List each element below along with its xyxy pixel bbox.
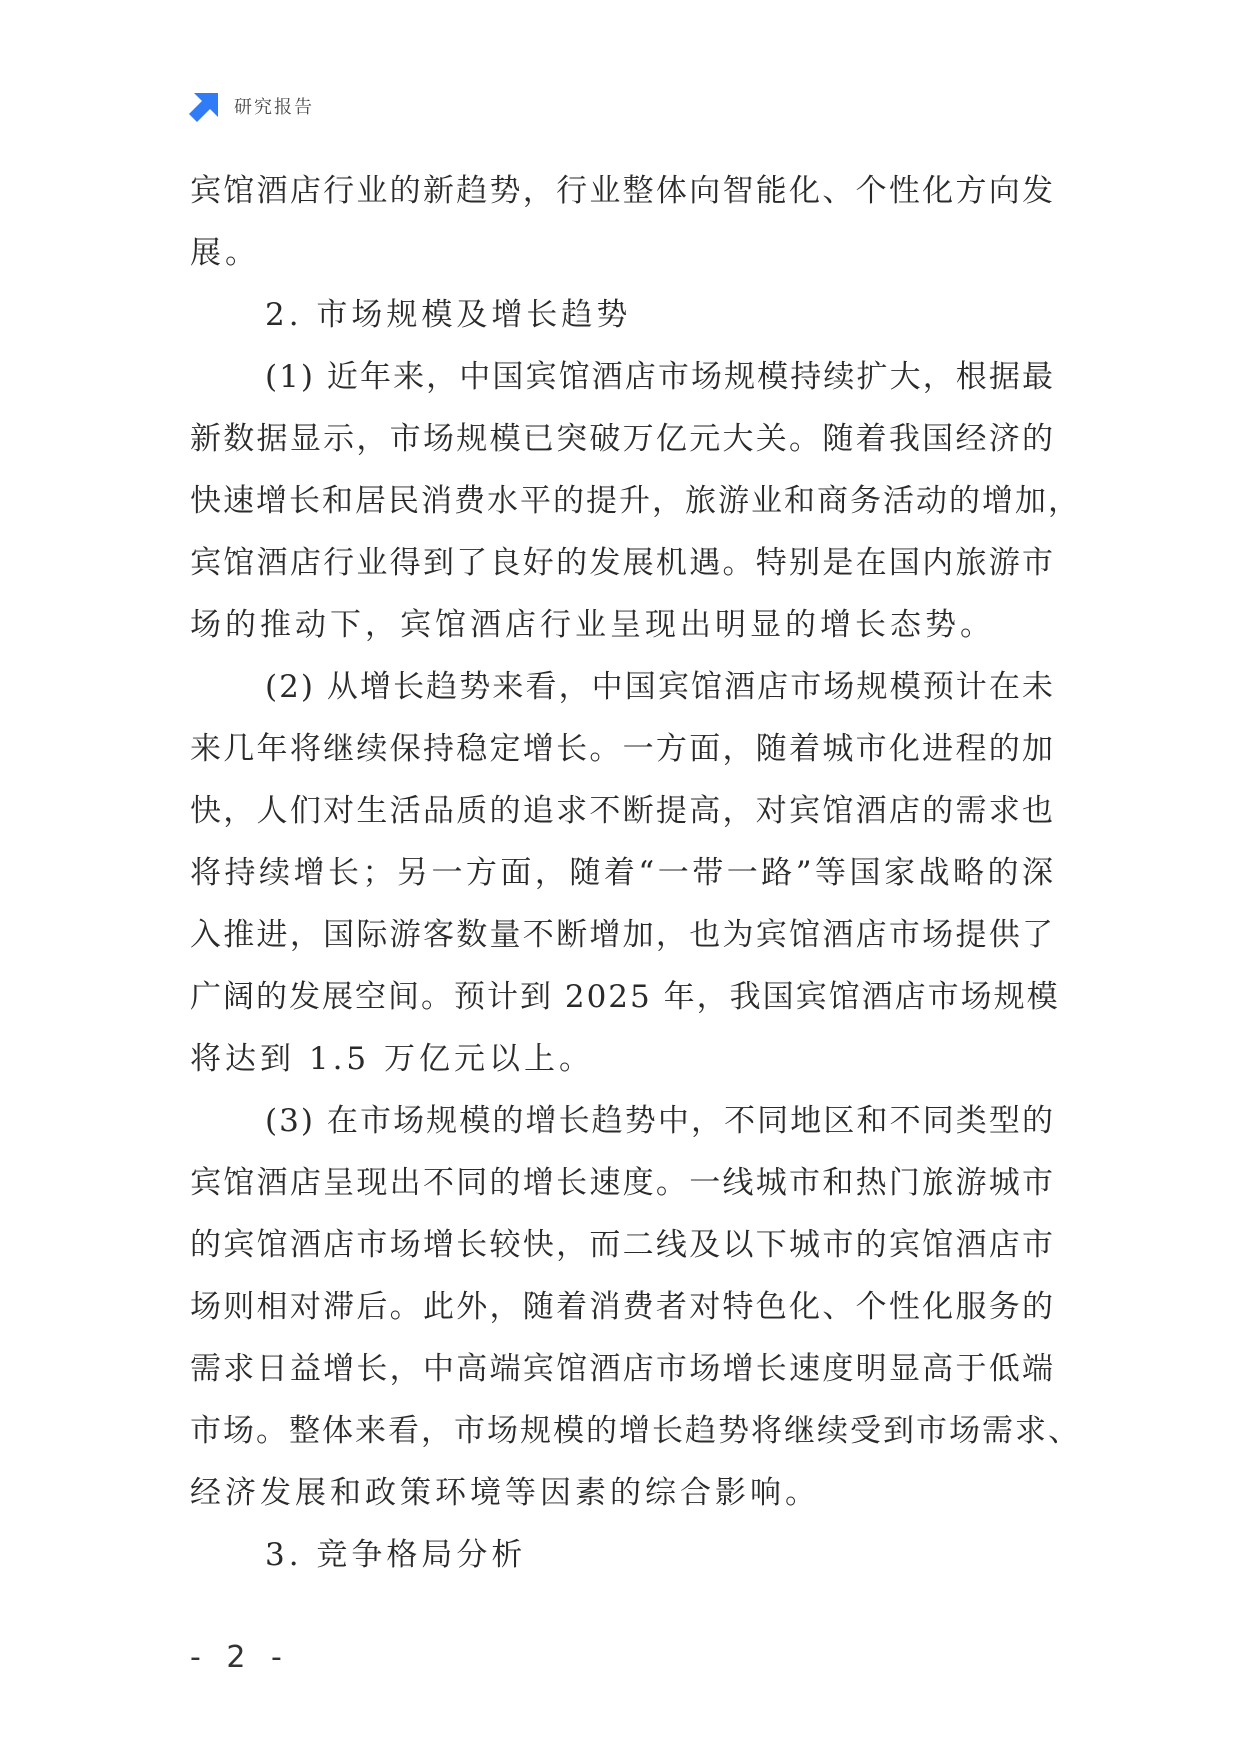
text-line: 的宾馆酒店市场增长较快，而二线及以下城市的宾馆酒店市 [190,1227,1055,1263]
document-body [190,160,1081,1586]
text-line: 将持续增长；另一方面，随着“一带一路”等国家战略的深 [190,855,1055,891]
report-label: 研究报告 [234,97,314,118]
page-number: - 2 - [190,1640,290,1675]
text-line: (3) 在市场规模的增长趋势中，不同地区和不同类型的 [265,1103,1055,1139]
text-line: 场则相对滞后。此外，随着消费者对特色化、个性化服务的 [190,1289,1055,1325]
text-line: 新数据显示，市场规模已突破万亿元大关。随着我国经济的 [190,421,1055,457]
text-line: 市场。整体来看，市场规模的增长趋势将继续受到市场需求、 [190,1413,1081,1449]
text-line: 快，人们对生活品质的追求不断提高，对宾馆酒店的需求也 [190,793,1055,829]
text-line: 来几年将继续保持稳定增长。一方面，随着城市化进程的加 [190,731,1055,767]
text-line: 入推进，国际游客数量不断增加，也为宾馆酒店市场提供了 [190,917,1055,953]
text-line: 宾馆酒店行业得到了良好的发展机遇。特别是在国内旅游市 [190,545,1055,581]
text-line: 展。 [190,235,260,271]
text-line: 场的推动下，宾馆酒店行业呈现出明显的增长态势。 [190,607,995,643]
text-line: 经济发展和政策环境等因素的综合影响。 [190,1475,820,1511]
page-header [188,90,314,122]
text-line: (1) 近年来，中国宾馆酒店市场规模持续扩大，根据最 [265,359,1055,395]
text-line: 将达到 1.5 万亿元以上。 [190,1041,595,1077]
text-line: 宾馆酒店行业的新趋势，行业整体向智能化、个性化方向发 [190,173,1055,209]
arrow-up-right-icon [188,89,222,123]
text-line: 需求日益增长，中高端宾馆酒店市场增长速度明显高于低端 [190,1351,1055,1387]
section-heading: 2. 市场规模及增长趋势 [265,297,632,333]
text-line: 宾馆酒店呈现出不同的增长速度。一线城市和热门旅游城市 [190,1165,1055,1201]
section-heading: 3. 竞争格局分析 [265,1537,527,1573]
text-line: 广阔的发展空间。预计到 2025 年，我国宾馆酒店市场规模 [190,979,1060,1015]
text-line: 快速增长和居民消费水平的提升，旅游业和商务活动的增加， [190,483,1081,519]
text-line: (2) 从增长趋势来看，中国宾馆酒店市场规模预计在未 [265,669,1055,705]
